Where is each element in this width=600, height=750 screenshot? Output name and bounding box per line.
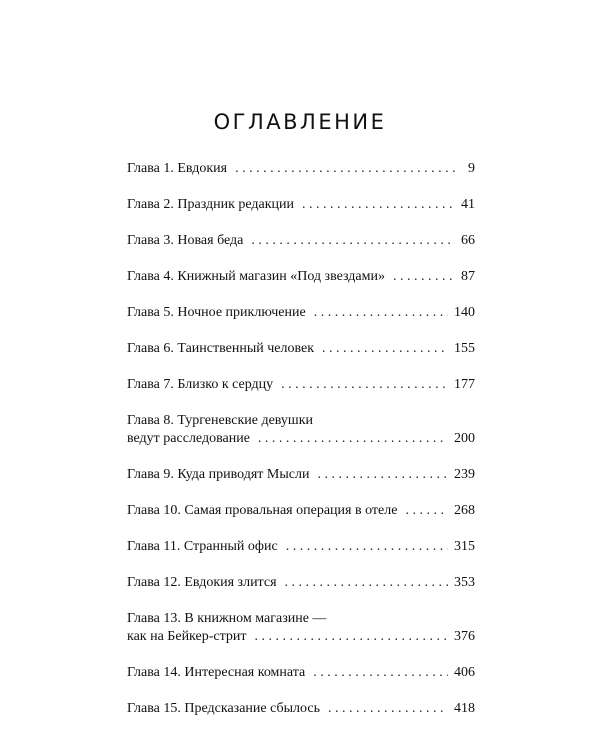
dot-leader <box>251 232 455 250</box>
toc-entry-line <box>127 538 475 556</box>
toc-entry <box>127 700 475 718</box>
toc-entry-line <box>127 268 475 286</box>
page-number: 87 <box>461 269 475 284</box>
chapter-title: Глава 13. В книжном магазине — <box>127 611 327 626</box>
chapter-title: Глава 2. Праздник редакции <box>127 197 295 212</box>
dot-leader <box>255 628 449 646</box>
chapter-title: Глава 14. Интересная комната <box>127 665 306 680</box>
toc-entry <box>127 574 475 592</box>
toc-entry <box>127 376 475 394</box>
page-number: 418 <box>454 701 475 716</box>
toc-entry <box>127 466 475 484</box>
toc-entry-line <box>127 700 475 718</box>
table-of-contents <box>127 160 475 736</box>
chapter-title: Глава 1. Евдокия <box>127 161 228 176</box>
page-number: 268 <box>454 503 475 518</box>
chapter-title: Глава 15. Предсказание сбылось <box>127 701 320 716</box>
page-number: 315 <box>454 539 475 554</box>
toc-entry <box>127 412 475 448</box>
toc-entry <box>127 196 475 214</box>
toc-entry <box>127 160 475 178</box>
toc-entry <box>127 340 475 358</box>
toc-entry-line <box>127 628 475 646</box>
chapter-title: Глава 3. Новая беда <box>127 233 244 248</box>
dot-leader <box>317 466 448 484</box>
toc-entry-line <box>127 196 475 214</box>
dot-leader <box>328 700 448 718</box>
page-number: 376 <box>454 629 475 644</box>
toc-entry-line-continued <box>127 412 475 430</box>
page-number: 353 <box>454 575 475 590</box>
toc-entry <box>127 502 475 520</box>
page-number: 140 <box>454 305 475 320</box>
chapter-title: как на Бейкер-стрит <box>127 629 247 644</box>
chapter-title: Глава 6. Таинственный человек <box>127 341 315 356</box>
dot-leader <box>235 160 455 178</box>
chapter-title: Глава 12. Евдокия злится <box>127 575 277 590</box>
toc-entry-line <box>127 574 475 592</box>
toc-entry-line-continued <box>127 610 475 628</box>
toc-entry <box>127 664 475 682</box>
dot-leader <box>405 502 448 520</box>
toc-entry <box>127 538 475 556</box>
toc-entry-line <box>127 376 475 394</box>
page-number: 66 <box>461 233 475 248</box>
toc-entry <box>127 610 475 646</box>
chapter-title: Глава 11. Странный офис <box>127 539 278 554</box>
dot-leader <box>285 574 448 592</box>
dot-leader <box>393 268 455 286</box>
dot-leader <box>302 196 455 214</box>
dot-leader <box>314 304 448 322</box>
chapter-title: Глава 8. Тургеневские девушки <box>127 413 314 428</box>
toc-entry <box>127 304 475 322</box>
dot-leader <box>258 430 448 448</box>
dot-leader <box>281 376 448 394</box>
page-number: 41 <box>461 197 475 212</box>
chapter-title: Глава 5. Ночное приключение <box>127 305 306 320</box>
chapter-title: Глава 10. Самая провальная операция в отеле <box>127 503 398 518</box>
chapter-title: Глава 4. Книжный магазин «Под звездами» <box>127 269 385 284</box>
dot-leader <box>322 340 448 358</box>
toc-entry <box>127 232 475 250</box>
page-number: 200 <box>454 431 475 446</box>
page-number: 155 <box>454 341 475 356</box>
toc-entry-line <box>127 430 475 448</box>
page-number: 177 <box>454 377 475 392</box>
toc-entry <box>127 268 475 286</box>
dot-leader <box>313 664 448 682</box>
toc-entry-line <box>127 466 475 484</box>
toc-entry-line <box>127 160 475 178</box>
page-number: 406 <box>454 665 475 680</box>
page-number: 239 <box>454 467 475 482</box>
toc-title: ОГЛАВЛЕНИЕ <box>213 110 387 134</box>
page-number: 9 <box>468 161 475 176</box>
chapter-title: Глава 9. Куда приводят Мысли <box>127 467 310 482</box>
chapter-title: ведут расследование <box>127 431 250 446</box>
chapter-title: Глава 7. Близко к сердцу <box>127 377 274 392</box>
toc-entry-line <box>127 340 475 358</box>
toc-entry-line <box>127 232 475 250</box>
dot-leader <box>286 538 448 556</box>
toc-entry-line <box>127 304 475 322</box>
toc-entry-line <box>127 664 475 682</box>
toc-entry-line <box>127 502 475 520</box>
